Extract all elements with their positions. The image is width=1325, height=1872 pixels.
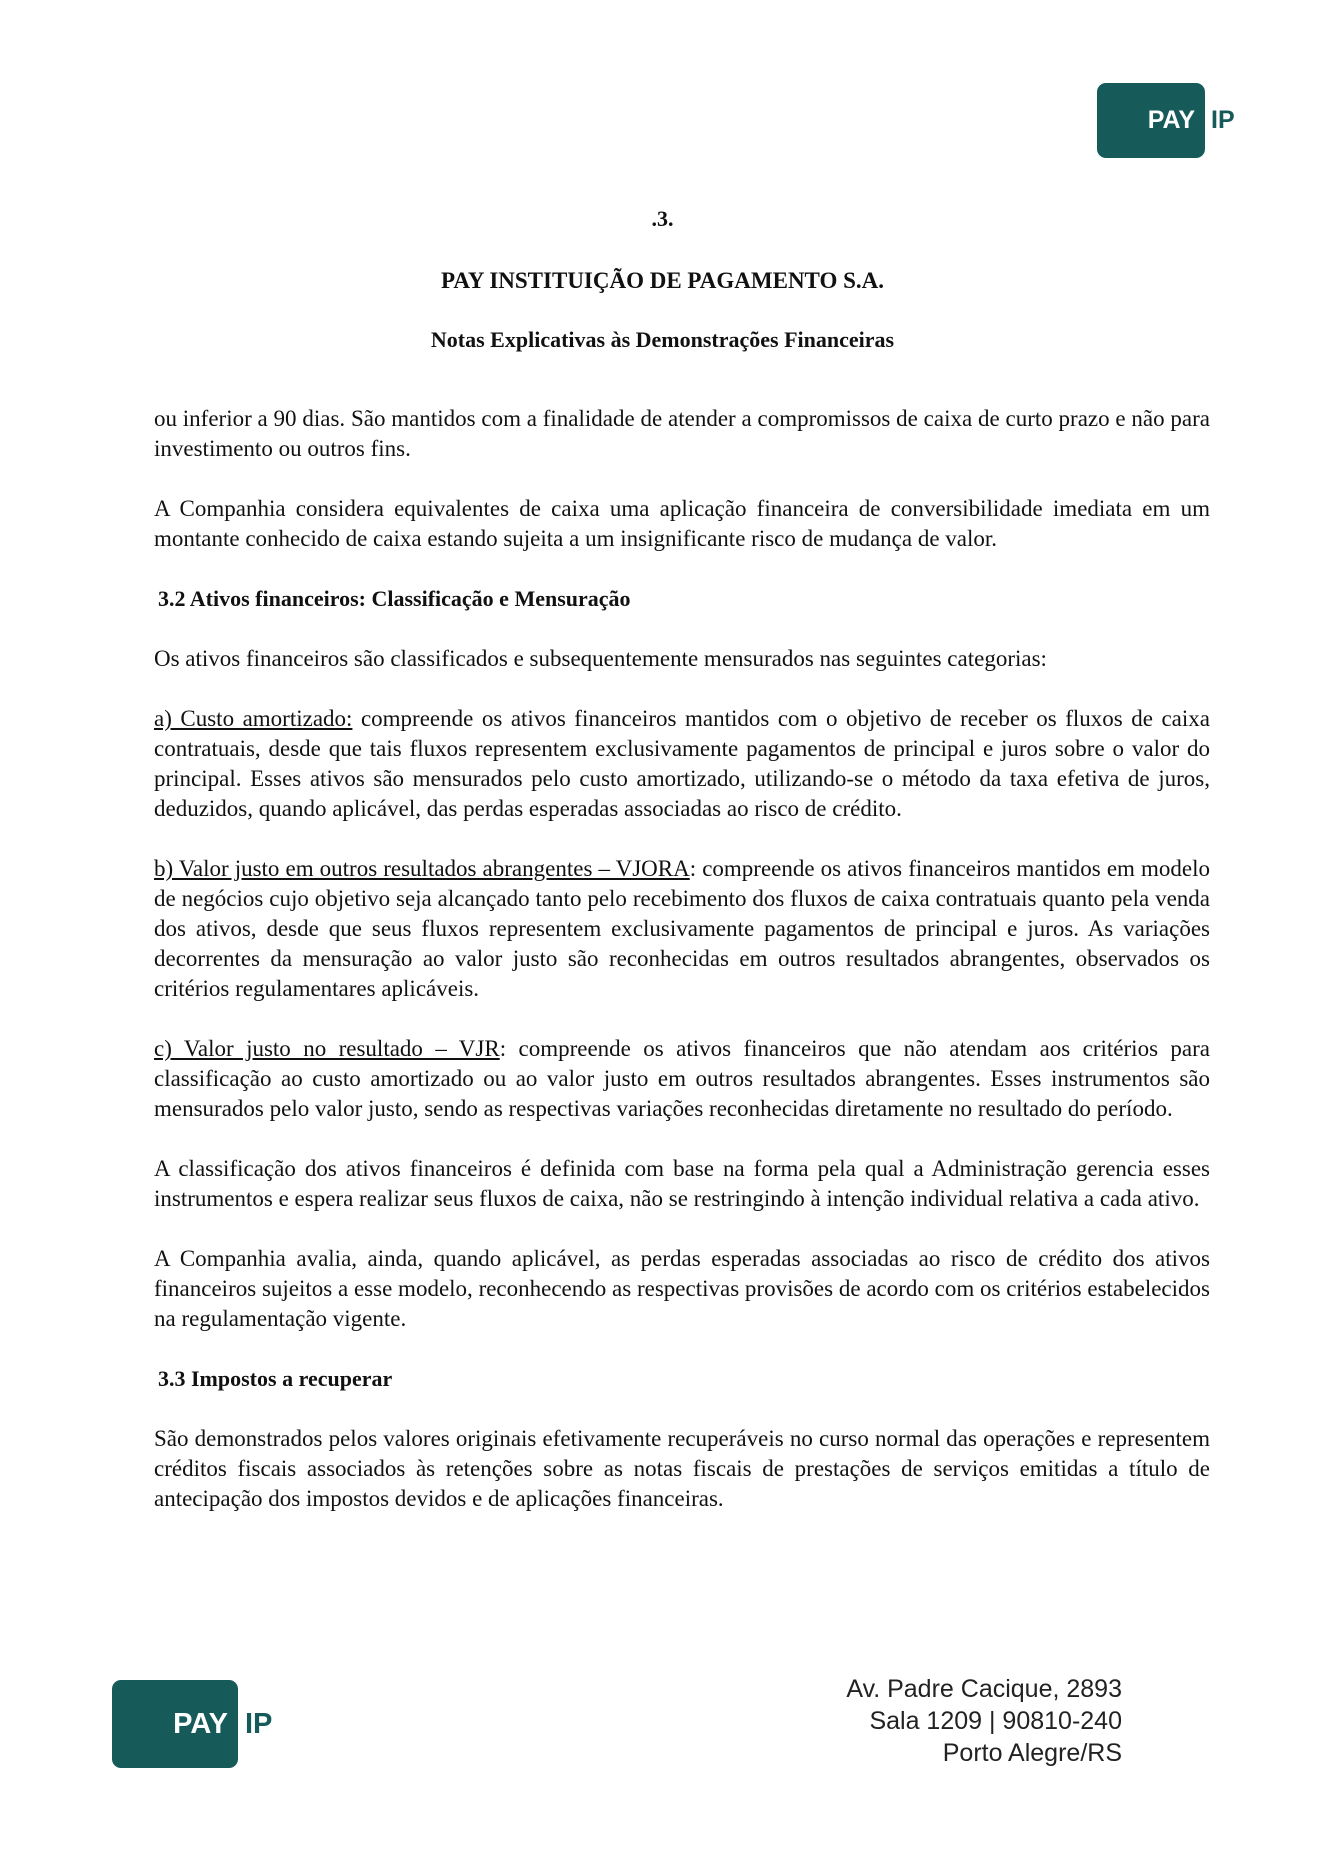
paragraph-cash-equivalents: A Companhia considera equivalentes de caixa uma aplicação financeira de conversibilidade imediata em um montante conhecido de caixa estando sujeita a um insignificante risco de mudança de valor. [154, 496, 1210, 551]
paragraph-categories-intro: Os ativos financeiros são classificados e subsequentemente mensurados nas seguintes categorias: [154, 646, 1047, 671]
text-amortized-cost: compreende os ativos financeiros mantidos com o objetivo de receber os fluxos de caixa contratuais, desde que tais fluxos representem exclusivamente pagamentos de principal e juros sobre o valor do principal. Esses ativos são mensurados pelo custo amortizado, utilizando-se o método da taxa efetiva de juros, deduzidos, quando aplicável, das perdas esperadas associadas ao risco de crédito. [154, 706, 1210, 821]
label-vjr: c) Valor justo no resultado – VJR [154, 1036, 500, 1061]
section-heading-3-2: 3.2 Ativos financeiros: Classificação e Mensuração [158, 586, 631, 611]
logo-pay-text: PAY [1147, 106, 1195, 134]
address-line-street: Av. Padre Cacique, 2893 [846, 1675, 1122, 1703]
footer-logo [112, 1680, 272, 1768]
paragraph-vjora [154, 854, 1210, 1004]
page-number: .3. [651, 206, 674, 231]
label-vjora: b) Valor justo em outros resultados abrangentes – VJORA [154, 856, 690, 881]
text-vjr: : compreende os ativos financeiros que não atendam aos critérios para classificação ao custo amortizado ou ao valor justo em outros resultados abrangentes. Esses instrumentos são mensurados pelo valor justo, sendo as respectivas variações reconhecidas diretamente no resultado do período. [154, 1036, 1210, 1121]
logo-pay-box [112, 1680, 238, 1768]
section-heading-3-3: 3.3 Impostos a recuperar [158, 1366, 393, 1391]
paragraph-amortized-cost [154, 704, 1210, 824]
paragraph-classification: A classificação dos ativos financeiros é definida com base na forma pela qual a Administração gerencia esses instrumentos e espera realizar seus fluxos de caixa, não se restringindo à intenção individual relativa a cada ativo. [154, 1156, 1210, 1211]
paragraph-expected-losses: A Companhia avalia, ainda, quando aplicável, as perdas esperadas associadas ao risco de crédito dos ativos financeiros sujeitos a esse modelo, reconhecendo as respectivas provisões de acordo com os critérios estabelecidos na regulamentação vigente. [154, 1246, 1210, 1331]
label-amortized-cost: a) Custo amortizado: [154, 706, 353, 731]
paragraph-vjr [154, 1034, 1210, 1124]
logo-pay-text: PAY [173, 1707, 228, 1740]
document-body [154, 404, 1210, 1514]
footer-address [846, 1673, 1122, 1769]
address-line-suite: Sala 1209 | 90810-240 [869, 1707, 1122, 1735]
paragraph-cash-continuation: ou inferior a 90 dias. São mantidos com a finalidade de atender a compromissos de caixa de curto prazo e não para investimento ou outros fins. [154, 406, 1210, 461]
company-name: PAY INSTITUIÇÃO DE PAGAMENTO S.A. [440, 268, 885, 293]
logo-ip-text: IP [1211, 106, 1235, 134]
address-line-city: Porto Alegre/RS [942, 1739, 1122, 1767]
text-vjora: : compreende os ativos financeiros mantidos em modelo de negócios cujo objetivo seja alcançado tanto pelo recebimento dos fluxos de caixa contratuais quanto pela venda dos ativos, desde que seus fluxos representem exclusivamente pagamentos de principal e juros. As variações decorrentes da mensuração ao valor justo são reconhecidas em outros resultados abrangentes, observados os critérios regulamentares aplicáveis. [154, 856, 1210, 1001]
header-logo [1097, 83, 1235, 158]
paragraph-taxes-recoverable: São demonstrados pelos valores originais efetivamente recuperáveis no curso normal das operações e representem créditos fiscais associados às retenções sobre as notas fiscais de prestações de serviços emitidas a título de antecipação dos impostos devidos e de aplicações financeiras. [154, 1426, 1210, 1511]
logo-pay-box [1097, 83, 1205, 158]
logo-ip-text: IP [245, 1707, 273, 1740]
document-subtitle: Notas Explicativas às Demonstrações Financeiras [430, 327, 895, 352]
